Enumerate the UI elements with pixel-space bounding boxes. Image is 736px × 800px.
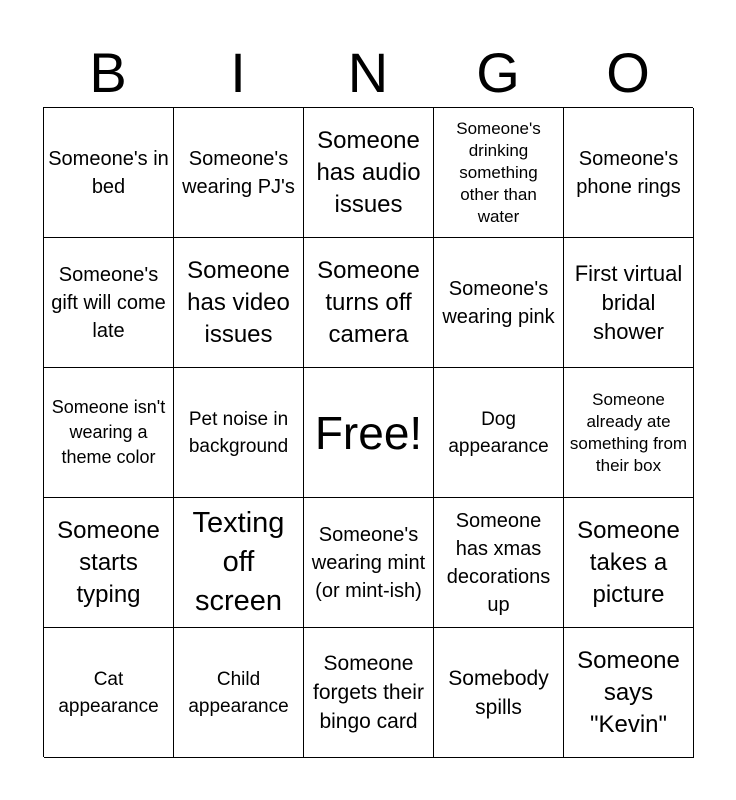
cell-text: Someone forgets their bingo card: [313, 652, 424, 733]
bingo-cell[interactable]: [174, 108, 304, 238]
cell-text: Somebody spills: [448, 666, 549, 719]
bingo-cell[interactable]: [434, 498, 564, 628]
bingo-board: [43, 107, 693, 757]
bingo-cell[interactable]: [564, 628, 694, 758]
bingo-cell[interactable]: [434, 368, 564, 498]
header-letter-b: B: [89, 41, 127, 104]
cell-text: Someone's gift will come late: [51, 263, 166, 342]
cell-text: Someone takes a picture: [577, 516, 680, 608]
bingo-header: [43, 40, 693, 106]
header-letter-o: O: [606, 41, 650, 104]
bingo-cell[interactable]: [304, 238, 434, 368]
cell-text: Someone isn't wearing a theme color: [51, 397, 166, 467]
cell-text: Someone already ate something from their box: [569, 389, 688, 475]
cell-text: Cat appearance: [58, 668, 159, 717]
bingo-cell[interactable]: [174, 628, 304, 758]
cell-text: Someone turns off camera: [317, 256, 420, 348]
bingo-cell[interactable]: [174, 498, 304, 628]
bingo-cell[interactable]: [434, 628, 564, 758]
bingo-cell[interactable]: [44, 368, 174, 498]
cell-text: Someone's phone rings: [576, 147, 681, 198]
cell-text: Someone's drinking something other than water: [456, 118, 541, 226]
cell-text: Someone's wearing mint (or mint-ish): [311, 523, 426, 602]
bingo-cell[interactable]: [174, 368, 304, 498]
bingo-cell[interactable]: [564, 498, 694, 628]
free-space-cell[interactable]: [304, 368, 434, 498]
bingo-cell[interactable]: [44, 498, 174, 628]
bingo-cell[interactable]: [564, 368, 694, 498]
bingo-cell[interactable]: [304, 628, 434, 758]
cell-text: Child appearance: [188, 668, 289, 717]
cell-text: Pet noise in background: [188, 408, 289, 457]
cell-text: First virtual bridal shower: [574, 261, 683, 344]
free-space-text: Free!: [314, 406, 423, 459]
bingo-cell[interactable]: [44, 108, 174, 238]
bingo-cell[interactable]: [304, 108, 434, 238]
header-letter-g: G: [476, 41, 520, 104]
bingo-cell[interactable]: [44, 628, 174, 758]
bingo-cell[interactable]: [174, 238, 304, 368]
cell-text: Texting off screen: [192, 507, 285, 617]
cell-text: Someone has xmas decorations up: [446, 509, 551, 616]
bingo-cell[interactable]: [44, 238, 174, 368]
cell-text: Someone has video issues: [187, 256, 290, 348]
cell-text: Someone's wearing pink: [442, 277, 555, 328]
bingo-cell[interactable]: [434, 238, 564, 368]
bingo-cell[interactable]: [564, 238, 694, 368]
bingo-cell[interactable]: [564, 108, 694, 238]
header-letter-i: I: [230, 41, 246, 104]
cell-text: Someone says "Kevin": [577, 646, 680, 738]
bingo-cell[interactable]: [304, 498, 434, 628]
cell-text: Someone starts typing: [57, 516, 160, 608]
cell-text: Someone's in bed: [48, 147, 169, 198]
cell-text: Someone has audio issues: [316, 126, 421, 218]
cell-text: Dog appearance: [448, 408, 549, 457]
header-letter-n: N: [347, 41, 389, 104]
bingo-cell[interactable]: [434, 108, 564, 238]
cell-text: Someone's wearing PJ's: [182, 147, 295, 198]
